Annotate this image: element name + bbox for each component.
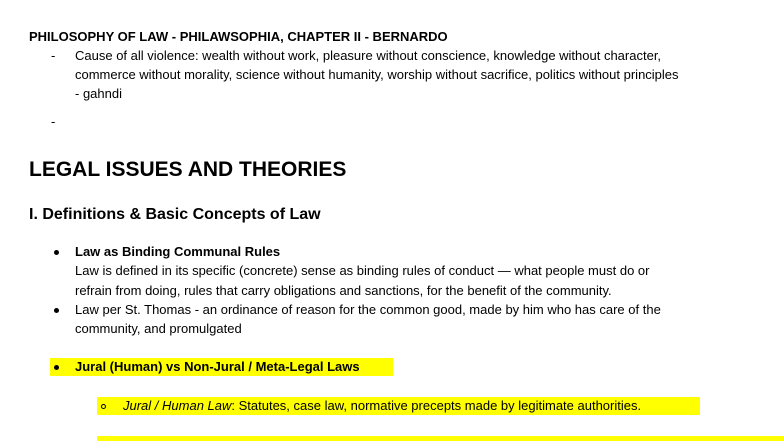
- bullet-dot: [54, 250, 59, 255]
- bullet-dot: [54, 308, 59, 313]
- quote-line-3: - gahndi: [75, 86, 122, 101]
- subsection-heading: I. Definitions & Basic Concepts of Law: [29, 206, 321, 223]
- bullet-3-title: Jural (Human) vs Non-Jural / Meta-Legal Laws: [75, 359, 360, 374]
- bullet-dot: [54, 365, 59, 370]
- document-header-title: PHILOSOPHY OF LAW - PHILAWSOPHIA, CHAPTER II - BERNARDO: [29, 29, 448, 44]
- sub-bullet-1: [123, 397, 641, 415]
- bullet-2-line-1: Law per St. Thomas - an ordinance of reason for the common good, made by him who has care of the: [75, 302, 661, 317]
- sub-bullet-1-term: Jural / Human Law: [123, 398, 232, 413]
- bullet-2-line-2: community, and promulgated: [75, 321, 242, 336]
- highlight-band-cutoff: [97, 436, 784, 441]
- bullet-1-title: Law as Binding Communal Rules: [75, 244, 281, 259]
- sub-bullet-1-text: : Statutes, case law, normative precepts made by legitimate authorities.: [231, 398, 642, 413]
- bullet-1-body-line-1: Law is defined in its specific (concrete) sense as binding rules of conduct — what people must do or: [75, 263, 650, 278]
- dash-marker: -: [51, 48, 56, 63]
- sub-bullet-circle: [101, 404, 106, 409]
- quote-line-1: Cause of all violence: wealth without work, pleasure without conscience, knowledge without character,: [75, 48, 662, 63]
- empty-dash-marker: -: [51, 114, 56, 129]
- section-heading: LEGAL ISSUES AND THEORIES: [29, 158, 347, 181]
- bullet-1-body-line-2: refrain from doing, rules that carry obligations and sanctions, for the benefit of the community.: [75, 283, 612, 298]
- quote-line-2: commerce without morality, science without humanity, worship without sacrifice, politics without principles: [75, 67, 679, 82]
